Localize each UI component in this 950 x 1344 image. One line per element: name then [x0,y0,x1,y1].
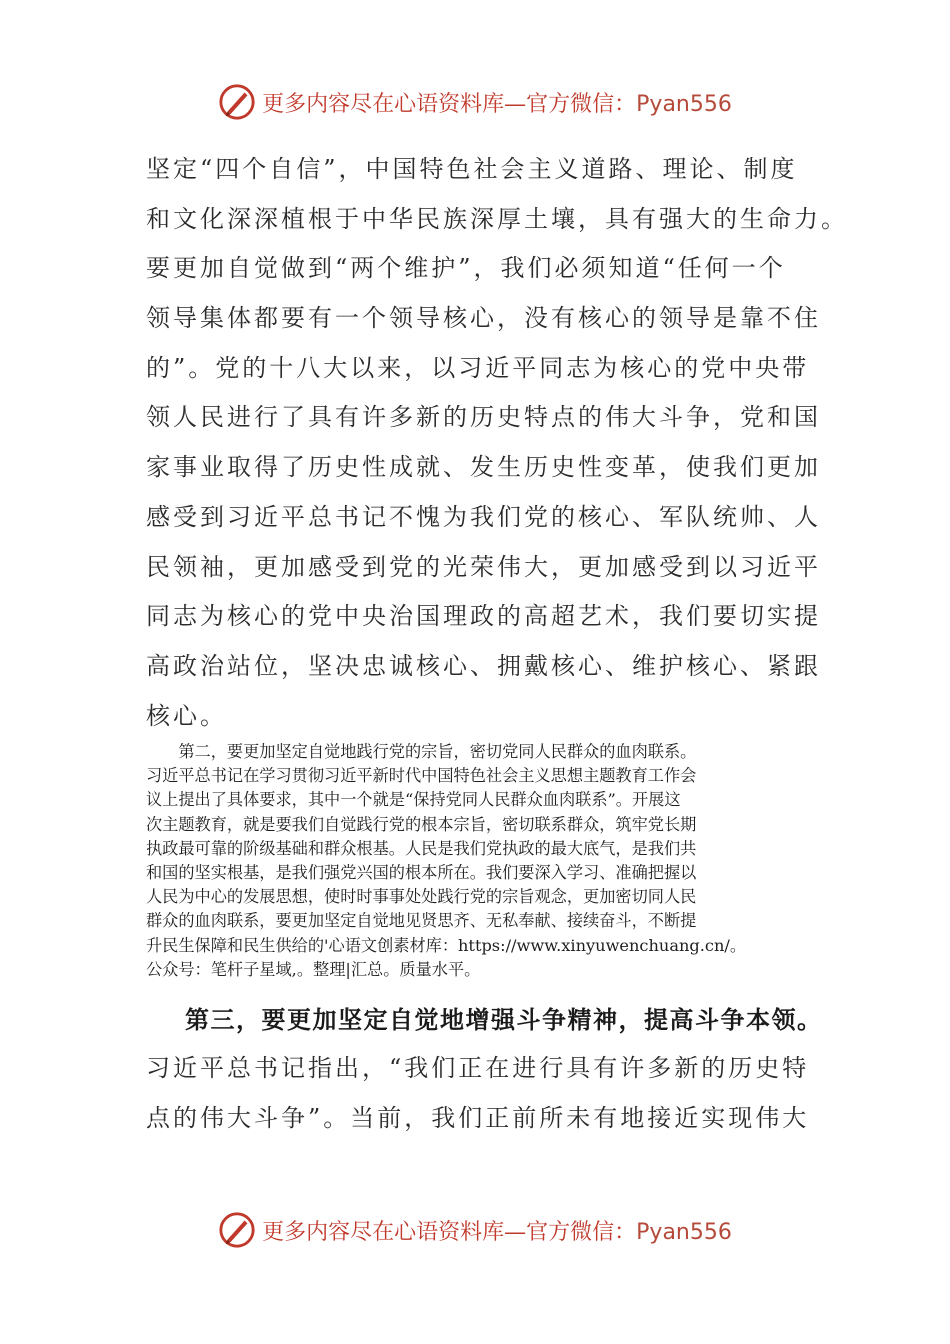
text-line: 领导集体都要有一个领导核心，没有核心的领导是靠不住 [146,304,821,333]
text-line: 和文化深深植根于中华民族深厚土壤，具有强大的生命力。 [146,204,848,233]
pen-logo-icon [218,83,256,121]
text-line: 感受到习近平总书记不愧为我们党的核心、军队统帅、人 [146,502,821,531]
header-banner [0,80,950,124]
text-line: 点的伟大斗争”。当前，我们正前所未有地接近实现伟大 [146,1103,810,1132]
wechat-id: Pyan556 [636,91,732,117]
text-line: 议上提出了具体要求，其中一个就是“保持党同人民群众血肉联系”。开展这 [146,790,681,810]
text-line: 同志为核心的党中央治国理政的高超艺术，我们要切实提 [146,602,821,631]
paragraph-main [146,145,848,741]
text-line: 坚定“四个自信”，中国特色社会主义道路、理论、制度 [146,155,798,183]
text-line: 习近平总书记在学习贯彻习近平新时代中国特色社会主义思想主题教育工作会 [146,766,697,786]
text-line: 家事业取得了历史性成就、发生历史性变革，使我们更加 [146,453,821,482]
text-line: 公众号：笔杆子星域,。整理|汇总。质量水平。 [146,959,481,979]
text-line: 核心。 [146,701,227,730]
footer-banner [0,1208,950,1252]
text-line: 习近平总书记指出，“我们正在进行具有许多新的历史特 [146,1054,810,1082]
text-line: 群众的血肉联系，要更加坚定自觉地见贤思齐、无私奉献、接续奋斗，不断提 [146,911,697,931]
banner-text: 更多内容尽在心语资料库—官方微信：Pyan556 [262,91,732,117]
text-line: 民领袖，更加感受到党的光荣伟大，更加感受到以习近平 [146,552,821,581]
text-line: 高政治站位，坚决忠诚核心、拥戴核心、维护核心、紧跟 [146,651,821,680]
text-line: 第二，要更加坚定自觉地践行党的宗旨，密切党同人民群众的血肉联系。 [146,742,697,761]
text-line: 要更加自觉做到“两个维护”，我们必须知道“任何一个 [146,254,786,283]
text-line: 领人民进行了具有许多新的历史特点的伟大斗争，党和国 [146,403,821,432]
pen-logo-icon [218,1211,256,1249]
paragraph-third [146,1044,816,1143]
text-line: 的”。党的十八大以来，以习近平同志为核心的党中央带 [146,353,810,382]
text-line: 次主题教育，就是要我们自觉践行党的根本宗旨，密切联系群众，筑牢党长期 [146,814,697,834]
text-line: 执政最可靠的阶级基础和群众根基。人民是我们党执政的最大底气，是我们共 [146,838,697,858]
wechat-id: Pyan556 [636,1219,732,1245]
text-line: 和国的坚实根基，是我们强党兴国的根本所在。我们要深入学习、准确把握以 [146,862,697,882]
text-line: 升民生保障和民生供给的'心语文创素材库：https://www.xinyuwenchuang.cn/。 [146,935,747,955]
section-heading: 第三，要更加坚定自觉地增强斗争精神，提高斗争本领。 [185,1005,823,1034]
text-line: 人民为中心的发展思想，使时时事事处处践行党的宗旨观念，更加密切同人民 [146,887,697,907]
banner-text: 更多内容尽在心语资料库—官方微信：Pyan556 [262,1219,732,1245]
paragraph-second [146,740,806,982]
